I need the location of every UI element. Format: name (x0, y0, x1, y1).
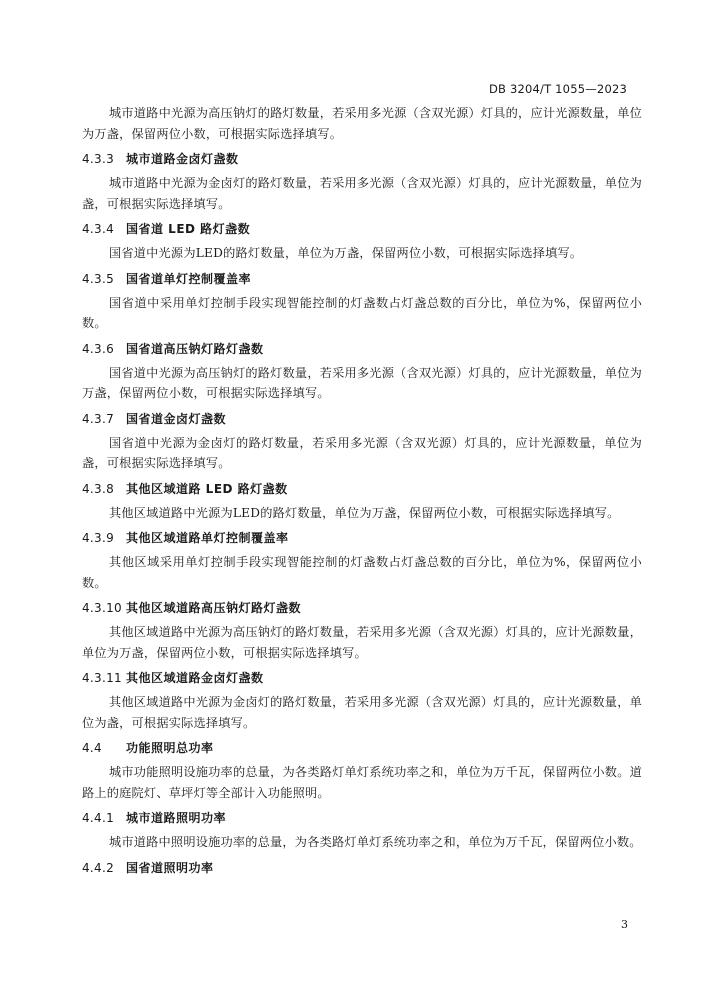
section-number: 4.4 (82, 741, 102, 755)
section-number: 4.3.10 (82, 601, 122, 615)
section-number: 4.3.7 (82, 411, 115, 426)
section-number: 4.4.1 (82, 811, 115, 825)
paragraph: 城市功能照明设施功率的总量，为各类路灯单灯系统功率之和，单位为万千瓦，保留两位小数。道路上的庭院灯、草坪灯等全部计入功能照明。 (82, 765, 642, 800)
section-heading (82, 858, 642, 878)
section-heading (82, 339, 642, 359)
document-body (82, 103, 642, 883)
document-code: DB 3204/T 1055—2023 (488, 82, 627, 96)
section-title: 其他区域道路单灯控制覆盖率 (126, 531, 289, 545)
section-title: 国省道照明功率 (126, 860, 214, 875)
paragraph: 国省道中光源为金卤灯的路灯数量，若采用多光源（含双光源）灯具的，应计光源数量，单位为盏，可根据实际选择填写。 (82, 435, 642, 470)
paragraph: 国省道中光源为高压钠灯的路灯数量，若采用多光源（含双光源）灯具的，应计光源数量，单位为万盏，保留两位小数，可根据实际选择填写。 (82, 365, 642, 400)
section-number: 4.3.4 (82, 222, 115, 236)
paragraph: 其他区域道路中光源为高压钠灯的路灯数量，若采用多光源（含双光源）灯具的，应计光源数量，单位为万盏，保留两位小数，可根据实际选择填写。 (82, 625, 642, 660)
section-title: 功能照明总功率 (126, 741, 214, 755)
paragraph: 城市道路中光源为金卤灯的路灯数量，若采用多光源（含双光源）灯具的，应计光源数量，单位为盏，可根据实际选择填写。 (82, 176, 642, 211)
section-title: 其他区域道路 LED 路灯盏数 (126, 481, 288, 496)
section-title: 城市道路金卤灯盏数 (126, 152, 239, 166)
section-title: 国省道 LED 路灯盏数 (126, 222, 251, 236)
section-heading (82, 149, 642, 169)
section-number: 4.3.3 (82, 152, 115, 166)
section-number: 4.3.5 (82, 271, 115, 286)
section-number: 4.3.9 (82, 531, 115, 545)
paragraph: 国省道中采用单灯控制手段实现智能控制的灯盏数占灯盏总数的百分比，单位为%，保留两位小数。 (82, 295, 642, 330)
paragraph: 国省道中光源为LED的路灯数量，单位为万盏，保留两位小数，可根据实际选择填写。 (109, 246, 583, 260)
paragraph: 城市道路中光源为高压钠灯的路灯数量，若采用多光源（含双光源）灯具的，应计光源数量，单位为万盏，保留两位小数，可根据实际选择填写。 (82, 106, 642, 141)
section-heading (82, 598, 642, 618)
section-heading (82, 528, 642, 548)
section-title: 国省道金卤灯盏数 (126, 411, 227, 426)
section-heading (82, 808, 642, 828)
page-number: 3 (621, 918, 628, 931)
section-number: 4.4.2 (82, 860, 115, 875)
paragraph: 其他区域道路中光源为金卤灯的路灯数量，若采用多光源（含双光源）灯具的，应计光源数量，单位为盏，可根据实际选择填写。 (82, 695, 642, 730)
paragraph: 其他区域道路中光源为LED的路灯数量，单位为万盏，保留两位小数，可根据实际选择填写。 (109, 505, 620, 520)
section-heading (82, 668, 642, 688)
section-number: 4.3.11 (82, 671, 122, 685)
section-number: 4.3.6 (82, 341, 115, 356)
section-heading (82, 479, 642, 499)
paragraph: 城市道路中照明设施功率的总量，为各类路灯单灯系统功率之和，单位为万千瓦，保留两位小数。 (109, 835, 642, 849)
section-heading (82, 409, 642, 429)
section-title: 城市道路照明功率 (126, 811, 227, 825)
section-heading (82, 269, 642, 289)
section-heading (82, 219, 642, 239)
section-title: 国省道单灯控制覆盖率 (126, 271, 252, 286)
section-heading (82, 738, 642, 758)
paragraph: 其他区域采用单灯控制手段实现智能控制的灯盏数占灯盏总数的百分比，单位为%，保留两位小数。 (82, 555, 642, 590)
section-title: 其他区域道路高压钠灯路灯盏数 (126, 601, 302, 615)
section-number: 4.3.8 (82, 481, 115, 496)
section-title: 国省道高压钠灯路灯盏数 (126, 341, 264, 356)
section-title: 其他区域道路金卤灯盏数 (126, 671, 264, 685)
